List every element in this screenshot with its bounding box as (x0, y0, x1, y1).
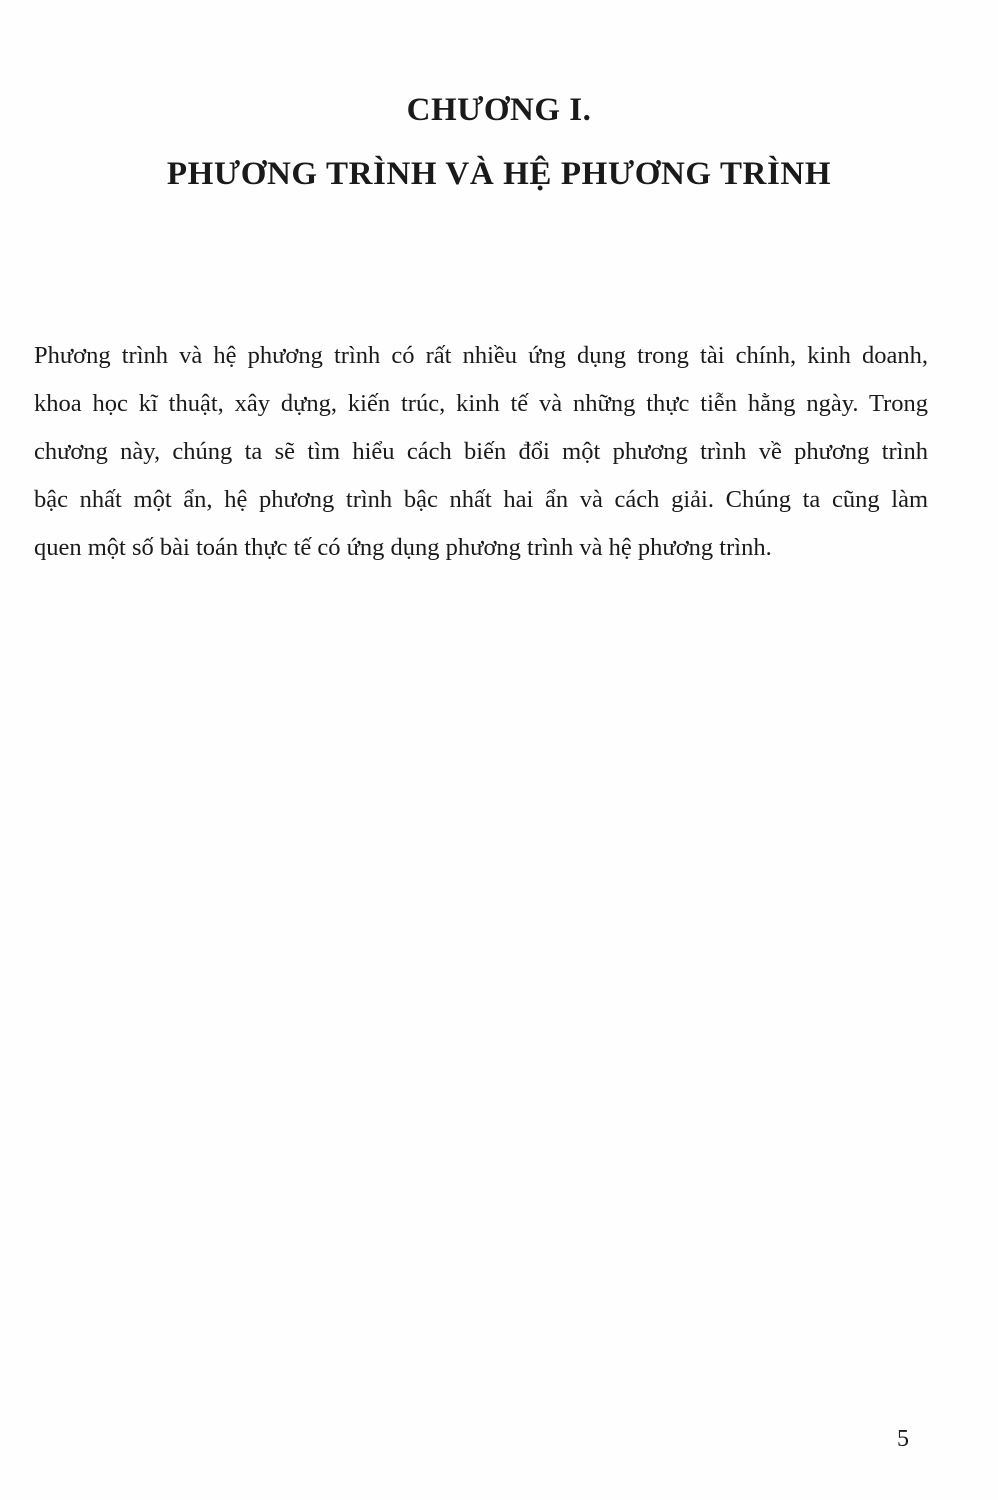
intro-paragraph (34, 332, 928, 572)
intro-line: bậc nhất một ẩn, hệ phương trình bậc nhất hai ẩn và cách giải. Chúng ta cũng làm (34, 486, 928, 513)
intro-line: Phương trình và hệ phương trình có rất nhiều ứng dụng trong tài chính, kinh doanh, (34, 342, 928, 369)
intro-line: quen một số bài toán thực tế có ứng dụng phương trình và hệ phương trình. (34, 534, 772, 561)
intro-line: chương này, chúng ta sẽ tìm hiểu cách biến đổi một phương trình về phương trình (34, 438, 928, 465)
chapter-title: PHƯƠNG TRÌNH VÀ HỆ PHƯƠNG TRÌNH (166, 156, 832, 192)
chapter-heading (0, 84, 998, 200)
intro-line: khoa học kĩ thuật, xây dựng, kiến trúc, kinh tế và những thực tiễn hằng ngày. Trong (34, 390, 928, 417)
page-number: 5 (897, 1426, 909, 1452)
chapter-number: CHƯƠNG I. (406, 92, 592, 128)
